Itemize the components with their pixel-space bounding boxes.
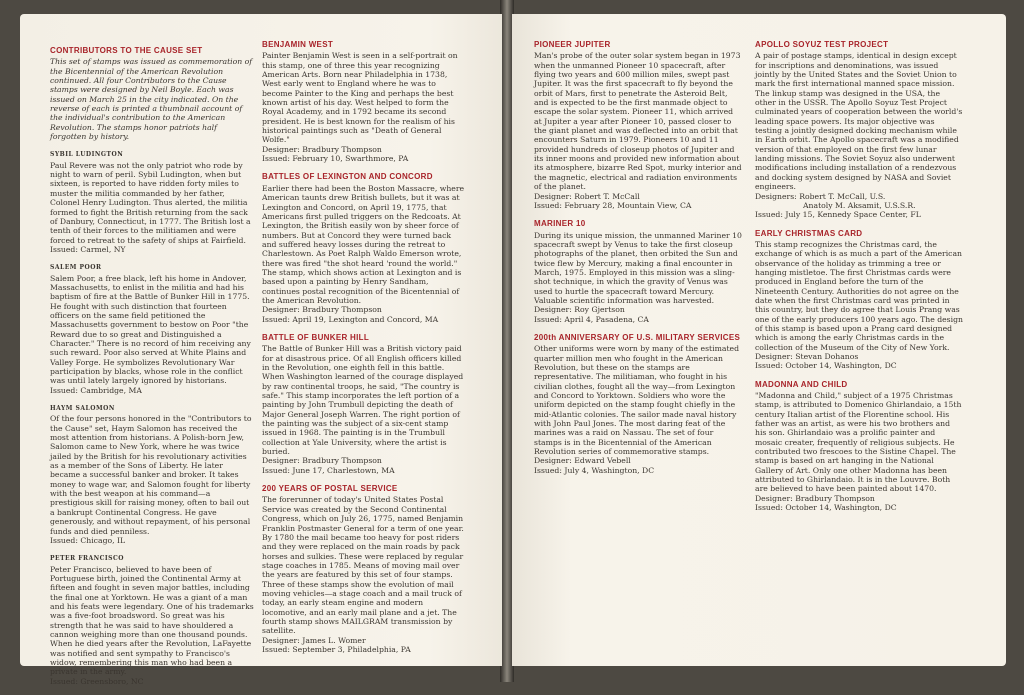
stamp-entry <box>755 380 963 513</box>
issued-line: Issued: Greensboro, NC <box>50 676 144 686</box>
designer-line: Designer: Roy Gjertson <box>534 305 625 315</box>
section-heading: PIONEER JUPITER <box>534 40 611 49</box>
designer-line: Designer: Robert T. McCall <box>534 191 640 201</box>
person-entry <box>50 404 254 545</box>
section-text: This set of stamps was issued as commemoration of the Bicentennial of the American Revolution continued. All four Contributors to the Cause stamps were designed by Neil Boyle. Each was issued on March 25 in the city indicated. On the reverse of each is printed a thumbnail account of the individual's contribution to the American Revolution. The stamps honor patriots half forgotten by history. <box>50 57 253 142</box>
person-name: SYBIL LUDINGTON <box>50 151 124 159</box>
issued-line: Issued: October 14, Washington, DC <box>755 361 897 371</box>
stamp-entry <box>755 229 963 371</box>
stamp-entry <box>534 333 742 475</box>
right-page <box>512 14 1006 666</box>
person-text: Peter Francisco, believed to have been of Portuguese birth, joined the Continental Army at fifteen and fought in seven major battles, including the final one at Yorktown. He was a giant of a man and his feats were legendary. One of his trademarks was a five-foot broadsword. So great was his strength that he was said to have shouldered a cannon weighing more than one thousand pounds. When he died years after the Revolution, LaFayette was notified and sent sympathy to Francisco's widow, remembering this man who had been a private in the army. <box>50 564 254 677</box>
section-text: This stamp recognizes the Christmas card, the exchange of which is as much a part of the American observance of the holiday as trimming a tree or hanging mistletoe. The first Christmas cards were produced in England before the turn of the Nineteenth Century. Authorities do not agree on the date when the first Christmas card was printed in this country, but they do agree that Louis Prang was one of the early producers 100 years ago. The design of this stamp is based upon a Prang card designed which is among the early Christmas cards in the collection of the Museum of the City of New York. <box>755 239 963 352</box>
section-heading: MADONNA AND CHILD <box>755 379 848 389</box>
person-entry <box>50 150 254 254</box>
section-text: Painter Benjamin West is seen in a self-portrait on this stamp, one of three this year recognizing American Arts. Born near Philadelphia in 1738, West early went to England where he was to become Painter to the King and perhaps the best known artist of his day. West helped to form the Royal Academy, and in 1792 became its second president. He is best known for the realism of his historical paintings such as "Death of General Wolfe." <box>262 51 458 145</box>
left-page <box>20 14 502 686</box>
person-name: SALEM POOR <box>50 264 102 272</box>
left-column-2 <box>262 40 466 663</box>
section-text: Man's probe of the outer solar system began in 1973 when the unmanned Pioneer 10 spacecraft, after flying two years and 600 million miles, swept past Jupiter. It was the first spacecraft to fly beyond the orbit of Mars, first to penetrate the Asteroid Belt, and is expected to be the first manmade object to escape the solar system. Pioneer 11, which arrived at Jupiter a year after Pioneer 10, passed closer to the giant planet and was deflected into an orbit that encounters Saturn in 1979. Pioneers 10 and 11 provided hundreds of closeup photos of Jupiter and its inner moons and provided new information about its atmosphere, bizarre Red Spot, murky interior and the magnetic, electrical and radiation environments of the planet. <box>534 51 742 192</box>
section-heading: 200 YEARS OF POSTAL SERVICE <box>262 484 398 494</box>
section-heading: 200th ANNIVERSARY OF U.S. MILITARY SERVICES <box>534 332 741 342</box>
designer-line: Designer: Bradbury Thompson <box>262 456 382 466</box>
designer-line: Designer: Bradbury Thompson <box>262 144 382 154</box>
right-column-2 <box>755 40 963 522</box>
section-text: Earlier there had been the Boston Massacre, where American taunts drew British bullets, but it was at Lexington and Concord, on April 19, 1775, that Americans first pulled triggers on the Redcoats. At Lexington, the British easily won by sheer force of numbers. But at Concord they were turned back and suffered heavy losses during the retreat to Charlestown. As Poet Ralph Waldo Emerson wrote, there was fired "the shot heard 'round the world." The stamp, which shows action at Lexington and is based upon a painting by Henry Sandham, continues postal recognition of the Bicentennial of the American Revolution. <box>262 183 465 305</box>
stamp-entry <box>262 40 466 163</box>
section-heading: BATTLE OF BUNKER HILL <box>262 332 370 342</box>
section-text: The Battle of Bunker Hill was a British victory paid for at disastrous price. Of all English officers killed in the Revolution, one eighth fell in this battle. When Washington learned of the courage displayed by raw continental troops, he said, "The country is safe." This stamp incorporates the left portion of a painting by John Trumbull depicting the death of Major General Joseph Warren. The right portion of the painting was the subject of a six-cent stamp issued in 1968. The painting is in the Trumbull collection at Yale University, where the artist is buried. <box>262 344 464 457</box>
section-heading: BATTLES OF LEXINGTON AND CONCORD <box>262 172 433 182</box>
stamp-entry <box>755 40 963 220</box>
person-name: PETER FRANCISCO <box>50 555 125 563</box>
issued-line: Issued: April 19, Lexington and Concord, MA <box>262 314 439 324</box>
issued-line: Issued: February 10, Swarthmore, PA <box>262 154 409 164</box>
section-heading: EARLY CHRISTMAS CARD <box>755 228 863 238</box>
stamp-entry <box>534 219 742 324</box>
issued-line: Issued: February 28, Mountain View, CA <box>534 200 692 210</box>
designer-line: Designer: Bradbury Thompson <box>262 305 382 315</box>
designer-line: Designer: Edward Vebell <box>534 456 631 466</box>
issued-line: Issued: April 4, Pasadena, CA <box>534 314 649 324</box>
person-text: Paul Revere was not the only patriot who rode by night to warn of peril. Sybil Ludington, when but sixteen, is reported to have ridden forty miles to muster the militia commanded by her father, Colonel Henry Ludington. Thus alerted, the militia formed to fight the British returning from the sack of Danbury, Connecticut, in 1777. The British lost a tenth of their forces to the militiamen and were forced to retreat to the safety of ships at Fairfield. <box>50 160 251 245</box>
person-text: Of the four persons honored in the "Contributors to the Cause" set, Haym Salomon has received the most attention from historians. A Polish-born Jew, Salomon came to New York, where he was twice jailed by the British for his revolutionary activities as a member of the Sons of Liberty. He later became a successful banker and broker. It takes money to wage war, and Salomon fought for liberty with the best weapon at his command—a prestigious skill for raising money, often to bail out a bankrupt Continental Congress. He gave generously, and without repayment, of his personal funds and died penniless. <box>50 414 252 536</box>
issued-line: Issued: September 3, Philadelphia, PA <box>262 644 411 654</box>
section-heading: BENJAMIN WEST <box>262 40 334 49</box>
section-text: Other uniforms were worn by many of the estimated quarter million men who fought in the American Revolution, but these on the stamps are representative. The militiaman, who fought in his civilian clothes, fought all the way—from Lexington and Concord to Yorktown. Soldiers who wore the uniform depicted on the stamp fought chiefly in the mid-Atlantic colonies. The sailor made naval history with John Paul Jones. The most daring feat of the marines was a raid on Nassau. The set of four stamps is in the Bicentennial of the American Revolution series of commemorative stamps. <box>534 344 740 457</box>
section-heading: CONTRIBUTORS TO THE CAUSE SET <box>50 46 203 55</box>
designer-line: Designer: Bradbury Thompson <box>755 493 875 503</box>
designer-line: Designer: James L. Womer <box>262 635 366 645</box>
person-entry <box>50 263 254 395</box>
person-entry <box>50 554 254 686</box>
stamp-entry <box>534 40 742 210</box>
section-text: "Madonna and Child," subject of a 1975 Christmas stamp, is attributed to Domenico Ghirlandaio, a 15th century Italian artist of the Florentine school. His father was an artist, as were his two brothers and his son. Ghirlandaio was a prolific painter and mosaic creater, frequently of religious subjects. He contributed two frescoes to the Sistine Chapel. The stamp is based on art hanging in the National Gallery of Art. Only one other Madonna has been attributed to Ghirlandaio. It is in the Louvre. Both are believed to have been painted about 1470. <box>755 391 962 494</box>
stamp-entry <box>262 333 466 475</box>
stamp-entry <box>262 484 466 654</box>
section-heading: MARINER 10 <box>534 219 586 229</box>
section-heading: APOLLO SOYUZ TEST PROJECT <box>755 40 889 49</box>
designer-line: Designer: Stevan Dohanos <box>755 352 859 361</box>
issued-line: Issued: October 14, Washington, DC <box>755 503 897 513</box>
designer-line: Designers: Robert T. McCall, U.S. <box>755 191 886 201</box>
issued-line: Issued: July 4, Washington, DC <box>534 465 655 475</box>
issued-line: Issued: Chicago, IL <box>50 535 126 545</box>
section-text: The forerunner of today's United States Postal Service was created by the Second Continental Congress, which on July 26, 1775, named Benjamin Franklin Postmaster General for a term of one year. By 1780 the mail became too heavy for post riders and they were replaced on the main roads by pack horses and sulkies. These were replaced by regular stage coaches in 1785. Means of moving mail over the years are featured by this set of four stamps. Three of these stamps show the evolution of mail moving vehicles—a stage coach and a mail truck of today, an early steam engine and modern locomotive, and an early mail plane and a jet. The fourth stamp shows MAILGRAM transmission by satellite. <box>262 495 464 636</box>
issued-line: Issued: July 15, Kennedy Space Center, FL <box>755 210 921 220</box>
issued-line: Issued: Carmel, NY <box>50 244 126 254</box>
person-name: HAYM SALOMON <box>50 405 115 413</box>
issued-line: Issued: June 17, Charlestown, MA <box>262 465 395 475</box>
section-text: During its unique mission, the unmanned Mariner 10 spacecraft swept by Venus to take the first closeup photographs of the planet, then orbited the Sun and twice flew by Mercury, making a final encounter in March, 1975. Employed in this mission was a sling-shot technique, in which the gravity of Venus was used to hurtle the spacecraft toward Mercury. Valuable scientific information was harvested. <box>534 230 742 305</box>
issued-line: Issued: Cambridge, MA <box>50 385 142 395</box>
contributors-intro <box>50 46 254 141</box>
person-text: Salem Poor, a free black, left his home in Andover, Massachusetts, to enlist in the militia and had his baptism of fire at the Battle of Bunker Hill in 1775. He fought with such distinction that fourteen officers on the same field petitioned the Massachusetts government to bestow on Poor "the Reward due to so great and Distinguished a Character." There is no record of him receiving any such reward. Poor also served at White Plains and Valley Forge. He symbolizes Revolutionary War participation by blacks, whose role in the conflict was until lately largely ignored by historians. <box>50 273 251 386</box>
right-column-1 <box>534 40 742 484</box>
section-text: A pair of postage stamps, identical in design except for inscriptions and denominations, was issued jointly by the United States and the Soviet Union to mark the first international manned space mission. The linkup stamp was designed in the USA, the other in the USSR. The Apollo Soyuz Test Project culminated years of cooperation between the world's leading space powers. Its major objective was testing a jointly designed docking mechanism while in Earth orbit. The Apollo spacecraft was a modified version of that employed on the first few lunar landing missions. The Soviet Soyuz also underwent modifications including installation of a rendezvous and docking system designed by NASA and Soviet engineers. <box>755 51 963 192</box>
stamp-entry <box>262 172 466 324</box>
designer-line-2: Anatoly M. Aksamit, U.S.S.R. <box>803 200 916 210</box>
left-column-1 <box>50 46 254 695</box>
